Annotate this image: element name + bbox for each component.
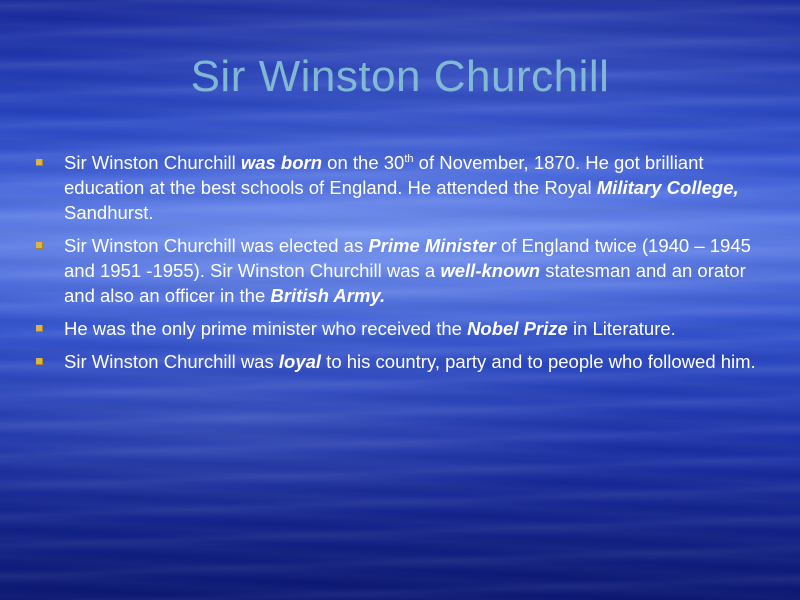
bullet-item — [34, 233, 774, 308]
square-bullet-icon — [36, 159, 43, 166]
superscript-text: th — [404, 153, 414, 165]
text-segment: on the 30 — [322, 152, 405, 173]
emphasis-text: Military College, — [596, 177, 739, 198]
text-segment: Sandhurst. — [64, 202, 154, 223]
text-segment: Sir Winston Churchill was — [64, 351, 279, 372]
text-segment: Sir Winston Churchill was elected as — [64, 235, 369, 256]
bullet-text — [64, 152, 739, 223]
text-segment: statesman and an orator and also an officer in the — [64, 260, 746, 306]
square-bullet-icon — [36, 358, 43, 365]
emphasis-text: Prime Minister — [368, 235, 496, 256]
text-segment: of November, 1870. He got brilliant education at the best schools of England. He attended the Royal — [64, 152, 704, 198]
text-segment: of England twice (1940 – 1945 and 1951 -1955). Sir Winston Churchill was a — [64, 235, 751, 281]
bullet-text — [64, 235, 751, 306]
text-segment: in Literature. — [567, 318, 676, 339]
emphasis-text: well-known — [440, 260, 541, 281]
bullet-text — [64, 351, 756, 372]
bullet-item — [34, 150, 774, 225]
bullet-list — [34, 150, 774, 382]
emphasis-text: was born — [240, 152, 323, 173]
text-segment: Sir Winston Churchill — [64, 152, 241, 173]
square-bullet-icon — [36, 325, 43, 332]
emphasis-text: British Army. — [270, 285, 386, 306]
emphasis-text: loyal — [278, 351, 322, 372]
square-bullet-icon — [36, 242, 43, 249]
bullet-text — [64, 318, 676, 339]
bullet-item — [34, 316, 774, 341]
bullet-item — [34, 349, 774, 374]
text-segment: to his country, party and to people who followed him. — [321, 351, 756, 372]
emphasis-text: Nobel Prize — [467, 318, 568, 339]
text-segment: He was the only prime minister who received the — [64, 318, 468, 339]
slide-title: Sir Winston Churchill — [190, 52, 610, 101]
